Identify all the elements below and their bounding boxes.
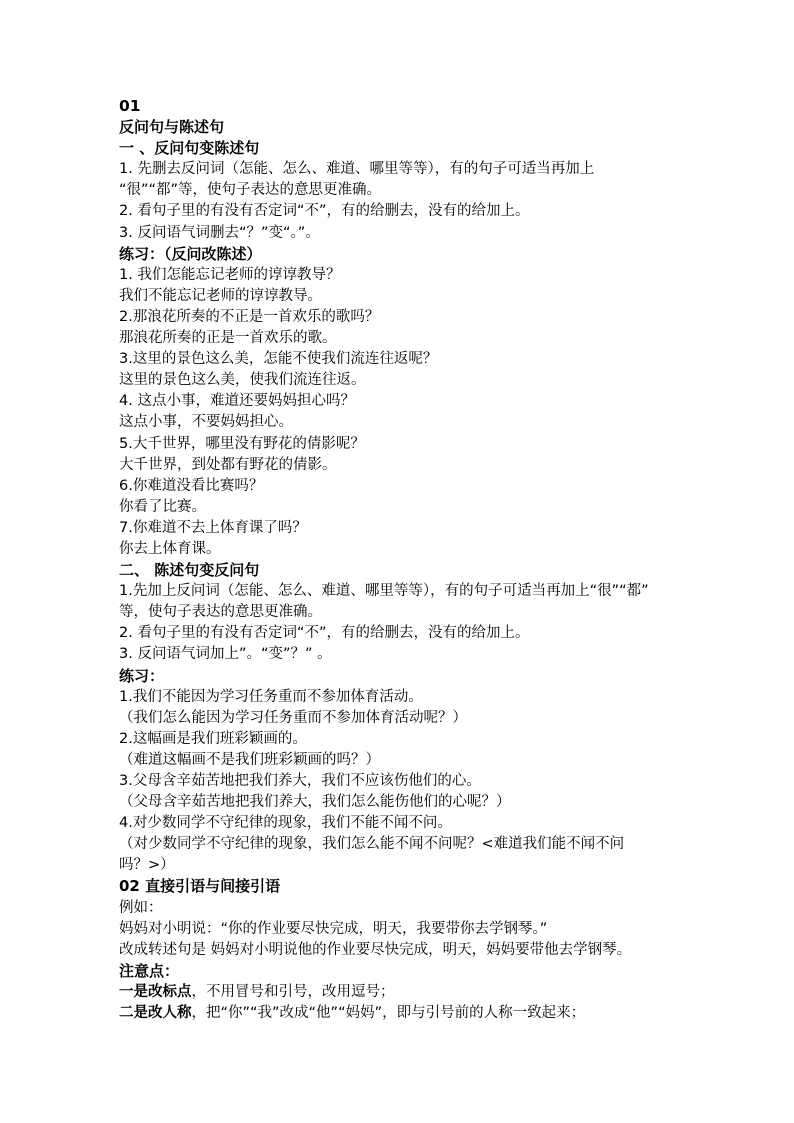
exercise-1-line: 大千世界，到处都有野花的倩影。: [119, 456, 337, 473]
note-line-2: [119, 1003, 694, 1024]
example-line-1: 妈妈对小明说：“你的作业要尽快完成，明天，我要带你去学钢琴。”: [119, 920, 548, 937]
exercise-1-line: 5.大千世界，哪里没有野花的倩影呢？: [119, 435, 365, 452]
section-number-01: 01: [119, 97, 141, 115]
exercise-2-line: （父母含辛茹苦地把我们养大，我们怎么能伤他们的心呢？）: [119, 794, 511, 811]
rule-1-line-1: 1. 先删去反问词（怎能、怎么、难道、哪里等等），有的句子可适当再加上: [119, 161, 595, 178]
exercise-2-line: 3.父母含辛茹苦地把我们养大，我们不应该伤他们的心。: [119, 773, 481, 789]
exercise-1-line: 1. 我们怎能忘记老师的谆谆教导？: [119, 266, 341, 283]
exercise-1-line: 你看了比赛。: [119, 498, 206, 515]
rule-2-line-3: 2. 看句子里的有没有否定词“不”，有的给删去，没有的给加上。: [119, 625, 530, 642]
exercise-1-line: 我们不能忘记老师的谆谆教导。: [119, 287, 322, 304]
exercise-1-title: 练习：（反问改陈述）: [119, 244, 262, 263]
exercise-2-line: （我们怎么能因为学习任务重而不参加体育活动呢？）: [119, 709, 467, 726]
note-line-1: [119, 982, 694, 1003]
note-1-text: ，不用冒号和引号，改用逗号；: [191, 983, 395, 1000]
example-line-2: 改成转述句是 妈妈对小明说他的作业要尽快完成，明天，妈妈要带他去学钢琴。: [119, 941, 632, 958]
exercise-2-line: 4.对少数同学不守纪律的现象，我们不能不闻不问。: [119, 815, 452, 832]
rule-2-line-4: 3. 反问语气词加上”。“变”？” 。: [119, 646, 332, 663]
exercise-1-line: 6.你难道没看比赛吗？: [119, 477, 264, 494]
note-2-text: ，把“你”“我”改成“他”“妈妈”，即与引号前的人称一致起来；: [191, 1005, 586, 1022]
note-2-emphasis: 二是改人称: [119, 1005, 192, 1022]
note-1-emphasis: 一是改标点: [119, 983, 192, 1000]
exercise-1-line: 2.那浪花所奏的不正是一首欢乐的歌吗？: [119, 308, 380, 325]
section-title-1: 反问句与陈述句: [119, 118, 225, 137]
rule-1-line-4: 3. 反问语气词删去“？”变“。”。: [119, 224, 320, 241]
exercise-1-line: 7.你难道不去上体育课了吗？: [119, 519, 307, 536]
heading-statement-to-question: 二、 陈述句变反问句: [119, 561, 260, 580]
rule-2-line-1: 1.先加上反问词（怎能、怎么、难道、哪里等等），有的句子可适当再加上“很”“都”: [119, 583, 649, 600]
exercise-1-line: 这点小事，不要妈妈担心。: [119, 414, 293, 431]
exercise-2-line: （难道这幅画不是我们班彩颖画的吗？）: [119, 751, 380, 768]
notes-title: 注意点：: [119, 961, 180, 980]
document-body: [119, 96, 694, 1024]
example-label: 例如：: [119, 899, 163, 916]
exercise-2-line: 1.我们不能因为学习任务重而不参加体育活动。: [119, 688, 423, 705]
rule-2-line-2: 等，使句子表达的意思更准确。: [119, 604, 322, 621]
exercise-1-line: 3.这里的景色这么美，怎能不使我们流连往返呢？: [119, 351, 438, 368]
rule-1-line-3: 2. 看句子里的有没有否定词“不”，有的给删去，没有的给加上。: [119, 203, 530, 220]
exercise-1-line: 4. 这点小事，难道还要妈妈担心吗？: [119, 393, 355, 410]
exercise-1-line: 这里的景色这么美，使我们流连往返。: [119, 372, 366, 389]
exercise-2-line: 2.这幅画是我们班彩颖画的。: [119, 730, 307, 747]
exercise-1-line: 那浪花所奏的正是一首欢乐的歌。: [119, 330, 337, 347]
exercise-1-line: 你去上体育课。: [119, 540, 221, 557]
exercise-2-title: 练习：: [119, 666, 165, 685]
section-title-2: 02 直接引语与间接引语: [119, 877, 281, 896]
heading-question-to-statement: 一 、反问句变陈述句: [119, 139, 260, 158]
rule-1-line-2: “很”“都”等，使句子表达的意思更准确。: [119, 182, 382, 199]
exercise-2-line: 吗？>）: [119, 857, 175, 874]
exercise-2-line: （对少数同学不守纪律的现象，我们怎么能不闻不问呢？<难道我们能不闻不问: [119, 836, 625, 853]
